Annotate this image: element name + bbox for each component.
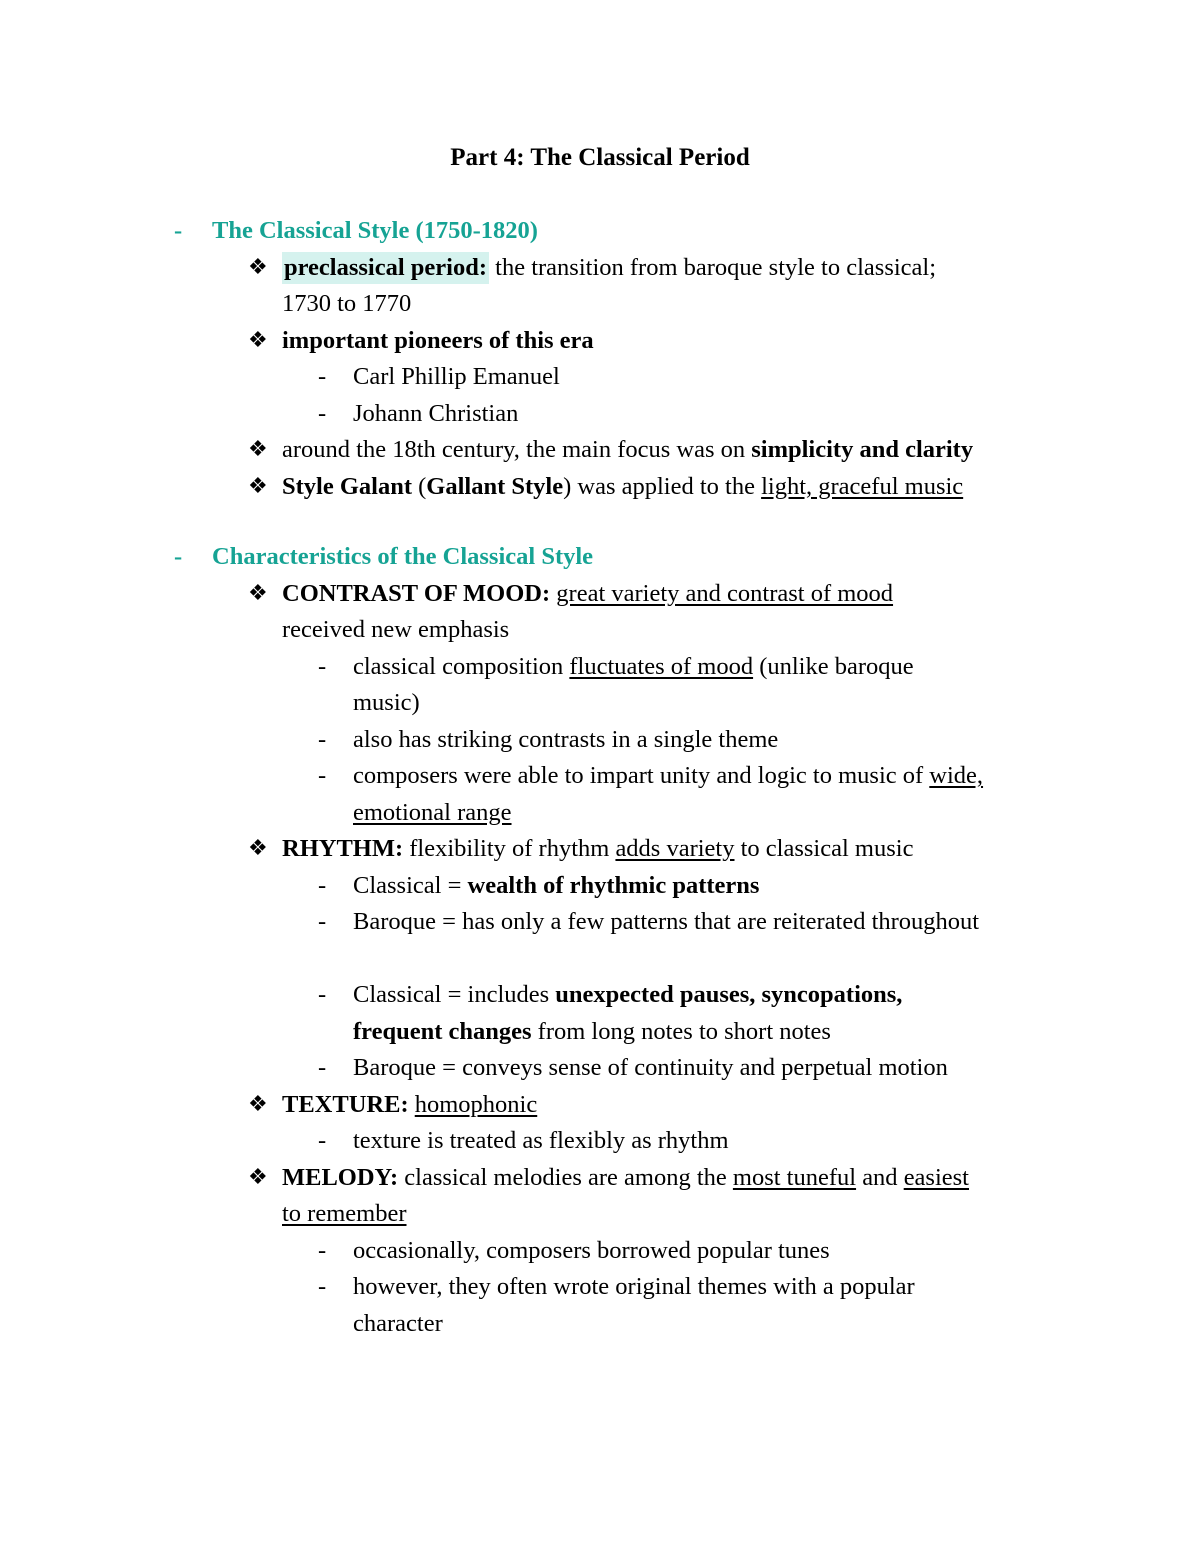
sub-item: - also has striking contrasts in a single theme xyxy=(0,722,1200,759)
sub-item: - Baroque = conveys sense of continuity and perpetual motion xyxy=(0,1050,1200,1087)
dash-marker: - xyxy=(318,652,327,680)
heading-text: The Classical Style (1750-1820) xyxy=(212,217,538,244)
highlighted-term: preclassical period: xyxy=(282,252,489,284)
bullet-rhythm: ❖ RHYTHM: flexibility of rhythm adds variety to classical music xyxy=(0,831,1200,868)
page-title: Part 4: The Classical Period xyxy=(450,144,750,171)
dash-marker: - xyxy=(318,1236,327,1264)
diamond-bullet-icon: ❖ xyxy=(248,1164,268,1190)
bullet-pioneers: ❖ important pioneers of this era xyxy=(0,323,1200,360)
sub-item: - classical composition fluctuates of mood (unlike baroque music) xyxy=(0,649,1200,722)
diamond-bullet-icon: ❖ xyxy=(248,1091,268,1117)
sub-item: - Johann Christian xyxy=(0,396,1200,433)
sub-item: - Carl Phillip Emanuel xyxy=(0,359,1200,396)
section-characteristics xyxy=(0,539,1200,1342)
section-heading xyxy=(0,539,1200,576)
blank-line xyxy=(0,941,1200,978)
dash-marker: - xyxy=(318,363,327,390)
sub-item: - texture is treated as flexibly as rhythm xyxy=(0,1123,1200,1160)
diamond-bullet-icon: ❖ xyxy=(248,327,268,353)
dash-marker: - xyxy=(318,981,327,1008)
sub-item: - Classical = includes unexpected pauses, syncopations, frequent changes from long notes to short notes xyxy=(0,977,1200,1050)
bullet-texture: ❖ TEXTURE: homophonic xyxy=(0,1087,1200,1124)
bullet-style-galant: ❖ Style Galant (Gallant Style) was applied to the light, graceful music xyxy=(0,469,1200,506)
diamond-bullet-icon: ❖ xyxy=(248,580,268,606)
heading-text: Characteristics of the Classical Style xyxy=(212,543,594,570)
dash-marker: - xyxy=(174,543,183,570)
section-heading xyxy=(0,213,1200,250)
sub-item: - however, they often wrote original themes with a popular character xyxy=(0,1269,1200,1342)
diamond-bullet-icon: ❖ xyxy=(248,836,268,861)
sub-item: - composers were able to impart unity and logic to music of wide, emotional range xyxy=(0,758,1200,831)
diamond-bullet-icon: ❖ xyxy=(248,254,268,280)
bullet-simplicity: ❖ around the 18th century, the main focus was on simplicity and clarity xyxy=(0,432,1200,469)
sub-item: - Baroque = has only a few patterns that are reiterated throughout xyxy=(0,904,1200,941)
dash-marker: - xyxy=(318,871,327,899)
dash-marker: - xyxy=(318,908,327,935)
dash-marker: - xyxy=(318,399,327,427)
diamond-bullet-icon: ❖ xyxy=(248,437,268,462)
bullet-contrast-of-mood: ❖ CONTRAST OF MOOD: great variety and contrast of mood received new emphasis xyxy=(0,576,1200,649)
sub-item: - occasionally, composers borrowed popular tunes xyxy=(0,1233,1200,1270)
bullet-melody: ❖ MELODY: classical melodies are among the most tuneful and easiest to remember xyxy=(0,1160,1200,1233)
dash-marker: - xyxy=(318,1273,327,1300)
sub-item: - Classical = wealth of rhythmic patterns xyxy=(0,868,1200,905)
dash-marker: - xyxy=(318,1127,327,1154)
dash-marker: - xyxy=(174,217,183,244)
diamond-bullet-icon: ❖ xyxy=(248,473,268,499)
dash-marker: - xyxy=(318,725,327,753)
dash-marker: - xyxy=(318,762,327,789)
bullet-preclassical: ❖ preclassical period: the transition from baroque style to classical; 1730 to 1770 xyxy=(0,250,1200,323)
dash-marker: - xyxy=(318,1054,327,1081)
section-classical-style xyxy=(0,213,1200,505)
